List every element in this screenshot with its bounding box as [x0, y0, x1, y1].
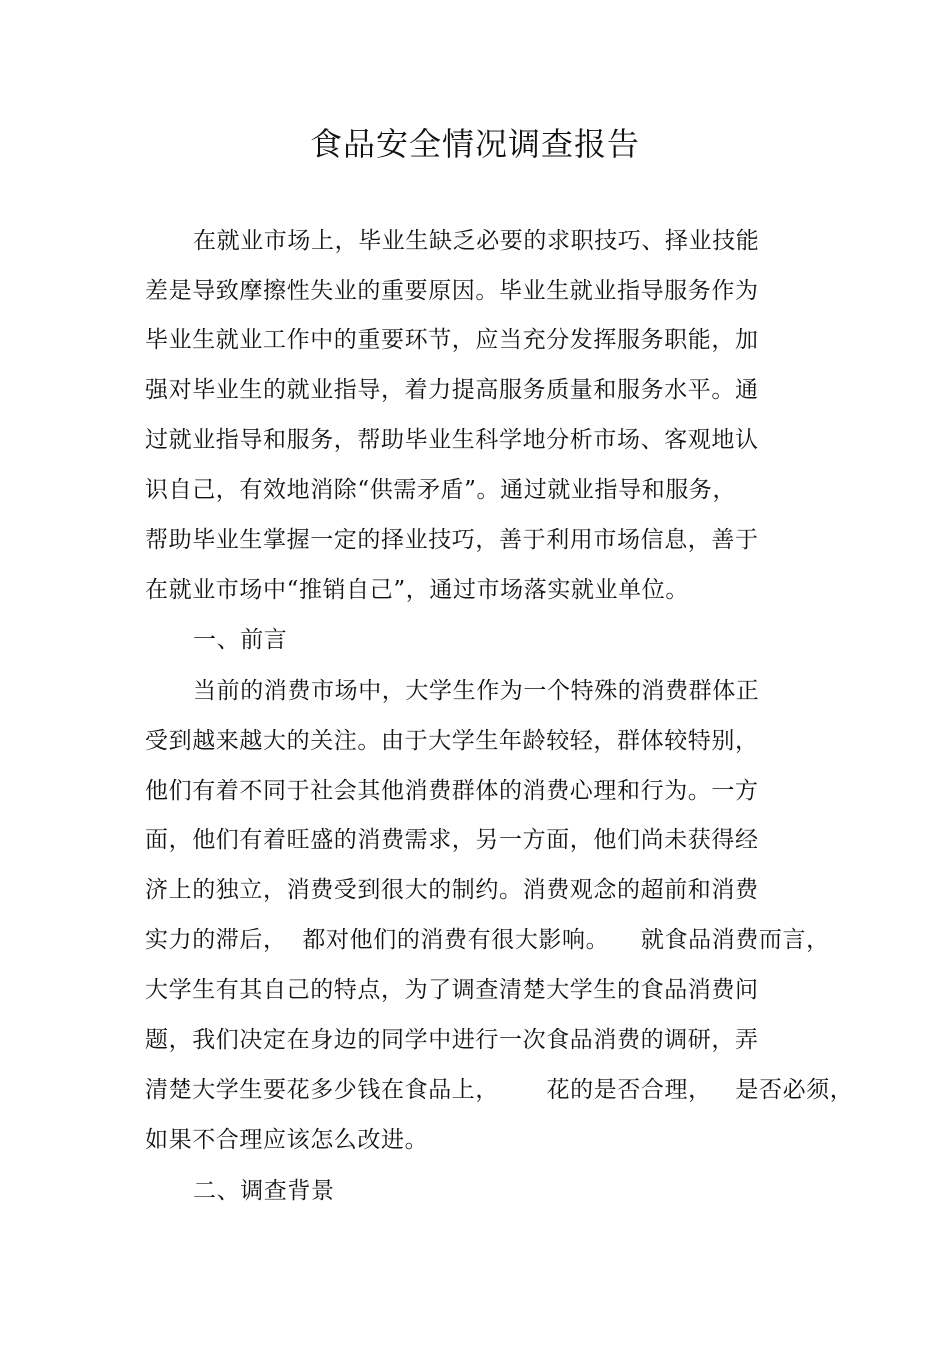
paragraph-line: 帮助毕业生掌握一定的择业技巧，善于利用市场信息，善于	[145, 527, 759, 553]
paragraph-line: 强对毕业生的就业指导，着力提高服务质量和服务水平。通	[145, 377, 759, 403]
paragraph-line: 受到越来越大的关注。由于大学生年龄较轻，群体较特别，	[145, 728, 759, 754]
section-heading: 二、调查背景	[193, 1178, 335, 1204]
paragraph-line: 他们有着不同于社会其他消费群体的消费心理和行为。一方	[145, 778, 759, 804]
paragraph-line: 如果不合理应该怎么改进。	[145, 1127, 429, 1153]
document-title: 食品安全情况调查报告	[309, 125, 640, 163]
section-heading: 一、前言	[193, 627, 288, 653]
paragraph-line: 济上的独立，消费受到很大的制约。消费观念的超前和消费	[145, 877, 759, 903]
paragraph-line: 过就业指导和服务，帮助毕业生科学地分析市场、客观地认	[145, 427, 759, 453]
paragraph-line: 题，我们决定在身边的同学中进行一次食品消费的调研，弄	[145, 1027, 759, 1053]
paragraph-line: 在就业市场中“推销自己”，通过市场落实就业单位。	[145, 577, 689, 603]
paragraph-line: 实力的滞后， 都对他们的消费有很大影响。 就食品消费而言，	[145, 927, 830, 953]
paragraph-line: 在就业市场上，毕业生缺乏必要的求职技巧、择业技能	[193, 228, 760, 254]
paragraph-line: 识自己，有效地消除“供需矛盾”。通过就业指导和服务，	[145, 477, 737, 503]
paragraph-line: 清楚大学生要花多少钱在食品上， 花的是否合理， 是否必须，	[145, 1077, 854, 1103]
paragraph-line: 差是导致摩擦性失业的重要原因。毕业生就业指导服务作为	[145, 278, 759, 304]
paragraph-line: 当前的消费市场中，大学生作为一个特殊的消费群体正	[193, 678, 760, 704]
paragraph-line: 大学生有其自己的特点，为了调查清楚大学生的食品消费问	[145, 977, 759, 1003]
paragraph-line: 面，他们有着旺盛的消费需求，另一方面，他们尚未获得经	[145, 827, 759, 853]
paragraph-line: 毕业生就业工作中的重要环节，应当充分发挥服务职能，加	[145, 327, 759, 353]
